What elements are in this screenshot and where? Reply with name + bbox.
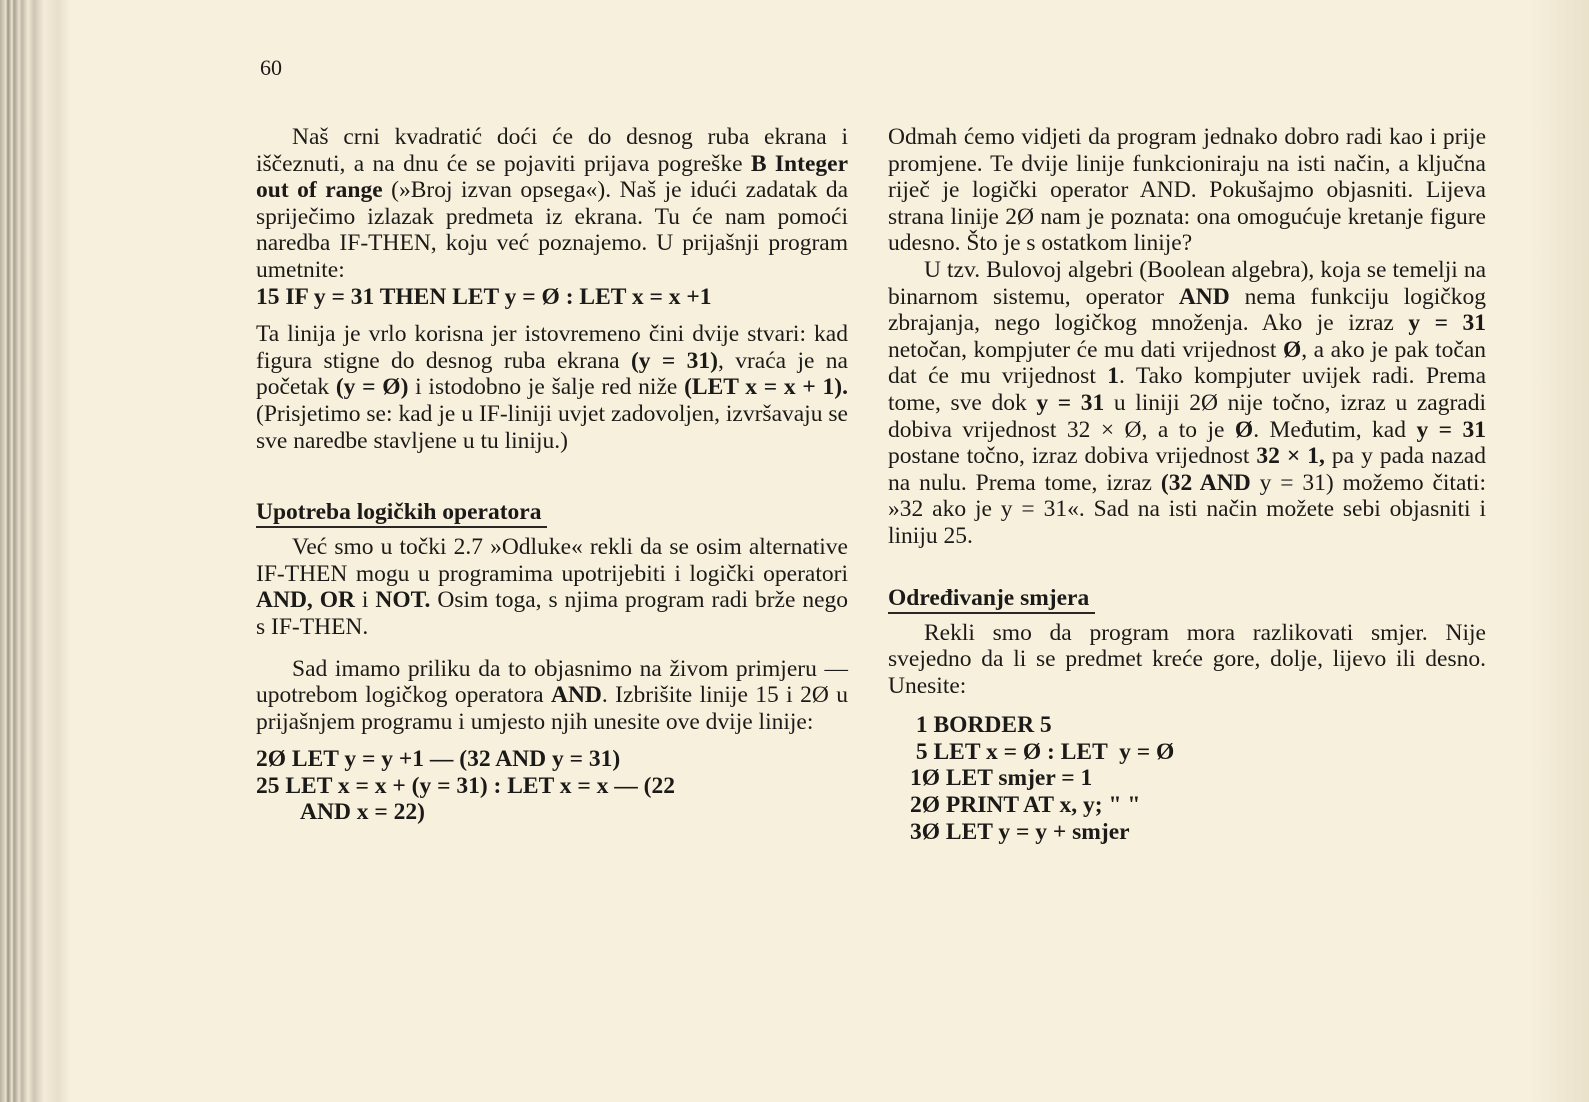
bold-operators: NOT. [375,587,431,614]
text-run: nema funkciju logičkog zbrajanja, nego logičkog množenja. Ako je izraz [888,283,1486,337]
bold-term: Ø [1282,336,1302,363]
code-line-10: 1Ø LET smjer = 1 [910,765,1093,792]
code-line-20: 2Ø PRINT AT x, y; " " [910,792,1141,819]
book-page-edge [0,0,70,1102]
text-run: i istodobno je šalje red niže [408,374,685,401]
code-line-30: 3Ø LET y = y + smjer [910,818,1130,845]
paragraph-line-explanation [256,321,848,454]
text-run: . Tako kompjuter uvijek radi. Prema tome, sve dok [888,363,1487,416]
code-line-5: 5 LET x = Ø : LET y = Ø [910,738,1175,765]
bold-expression: (y = 31) [630,347,718,374]
text-run: pa y pada nazad na nulu. Prema tome, izraz [888,443,1486,496]
section-heading-wrapper [256,498,848,528]
bold-term: Ø [1234,416,1254,443]
text-run: (Prisjetimo se: kad je u IF-liniji uvjet zadovoljen, izvršavaju se sve naredbe stavljene u tu liniju.) [256,400,848,454]
bold-term: 32 × 1, [1256,443,1325,470]
text-run: netočan, kompjuter će mu dati vrijednost [888,336,1283,363]
error-message-text: B Integer out of range [256,150,848,204]
code-line-15: 15 IF y = 31 THEN LET y = Ø : LET x = x +1 [256,283,712,310]
code-line-20: 2Ø LET y = y +1 — (32 AND y = 31) [256,746,621,773]
right-column [888,124,1486,845]
code-line-25-continued: AND x = 22) [300,799,426,826]
bold-term: y = 31 [1408,310,1486,337]
paragraph-direction: Rekli smo da program mora razlikovati smjer. Nije svejedno da li se predmet kreće gore, dolje, lijevo ili desno. Unesite: [888,619,1486,699]
paragraph-program-works: Odmah ćemo vidjeti da program jednako dobro radi kao i prije promjene. Te dvije linije funkcioniraju na isti način, a ključna riječ je logički operator AND. Pokušajmo objasniti. Lijeva strana linije 2Ø nam je poznata: ona omogućuje kretanje figure udesno. Što je s ostatkom linije? [888,124,1486,257]
code-line-1: 1 BORDER 5 [910,712,1052,739]
code-line-25: 25 LET x = x + (y = 31) : LET x = x — (22 [256,772,675,799]
text-run: . Izbrišite linije 15 i 2Ø u prijašnjem programu i umjesto njih unesite ove dvije linije: [256,682,848,735]
text-run: , vraća je na početak [256,347,848,401]
page-number: 60 [260,55,282,80]
text-run: Osim toga, s njima program radi brže nego s IF-THEN. [256,587,849,640]
bold-term: 1 [1107,363,1120,390]
text-run: Ta linija je vrlo korisna jer istovremeno čini dvije stvari: kad figura stigne do desnog ruba ekrana [256,321,848,374]
paragraph-intro [256,124,848,284]
paragraph-example [256,656,848,736]
text-run: i [354,587,376,614]
text-run: u liniji 2Ø nije točno, izraz u zagradi dobiva vrijednost 32 × Ø, a to je [888,389,1486,443]
text-run: U tzv. Bulovoj algebri (Boolean algebra), koja se temelji na binarnom sistemu, operator [888,256,1486,310]
text-run: Već smo u točki 2.7 »Odluke« rekli da se osim alternative IF-THEN mogu u programima upotrijebiti i logički operatori [256,534,848,587]
bold-operators: AND, OR [256,587,355,614]
text-run: y = 31) možemo čitati: »32 ako je y = 31«. Sad na isti način možete sebi objasniti i liniju 25. [888,469,1486,549]
bold-term: AND [1178,283,1230,310]
bold-term: y = 31 [1416,416,1487,443]
bold-operator: AND [550,682,602,709]
bold-term: (32 AND [1160,469,1251,496]
paragraph-boolean-algebra [888,257,1486,550]
text-run: . Međutim, kad [1253,416,1417,443]
bold-expression: (y = Ø) [335,374,409,401]
text-run: , a ako je pak točan dat će mu vrijednost [888,336,1487,390]
section-heading-direction: Određivanje smjera [888,584,1095,614]
bold-expression: (LET x = x + 1). [684,374,848,401]
text-run: Sad imamo priliku da to objasnimo na živom primjeru — upotrebom logičkog operatora [256,655,848,709]
left-column [256,124,848,826]
text-run: (»Broj izvan opsega«). Naš je idući zadatak da spriječimo izlazak predmeta iz ekrana. Tu će nam pomoći naredba IF-THEN, koju već poznajemo. U prijašnji program umetnite: [256,177,848,283]
code-block-left [256,746,848,826]
paragraph-operators [256,534,848,640]
code-block-right [888,712,1486,845]
text-run: postane točno, izraz dobiva vrijednost [888,443,1257,470]
page-gutter-shadow [1529,0,1589,1102]
bold-term: y = 31 [1036,389,1105,416]
text-run: Naš crni kvadratić doći će do desnog ruba ekrana i iščeznuti, a na dnu će se pojaviti prijava pogreške [256,124,848,177]
section-heading-wrapper [888,584,1486,614]
section-heading-logical-operators: Upotreba logičkih operatora [256,498,547,528]
